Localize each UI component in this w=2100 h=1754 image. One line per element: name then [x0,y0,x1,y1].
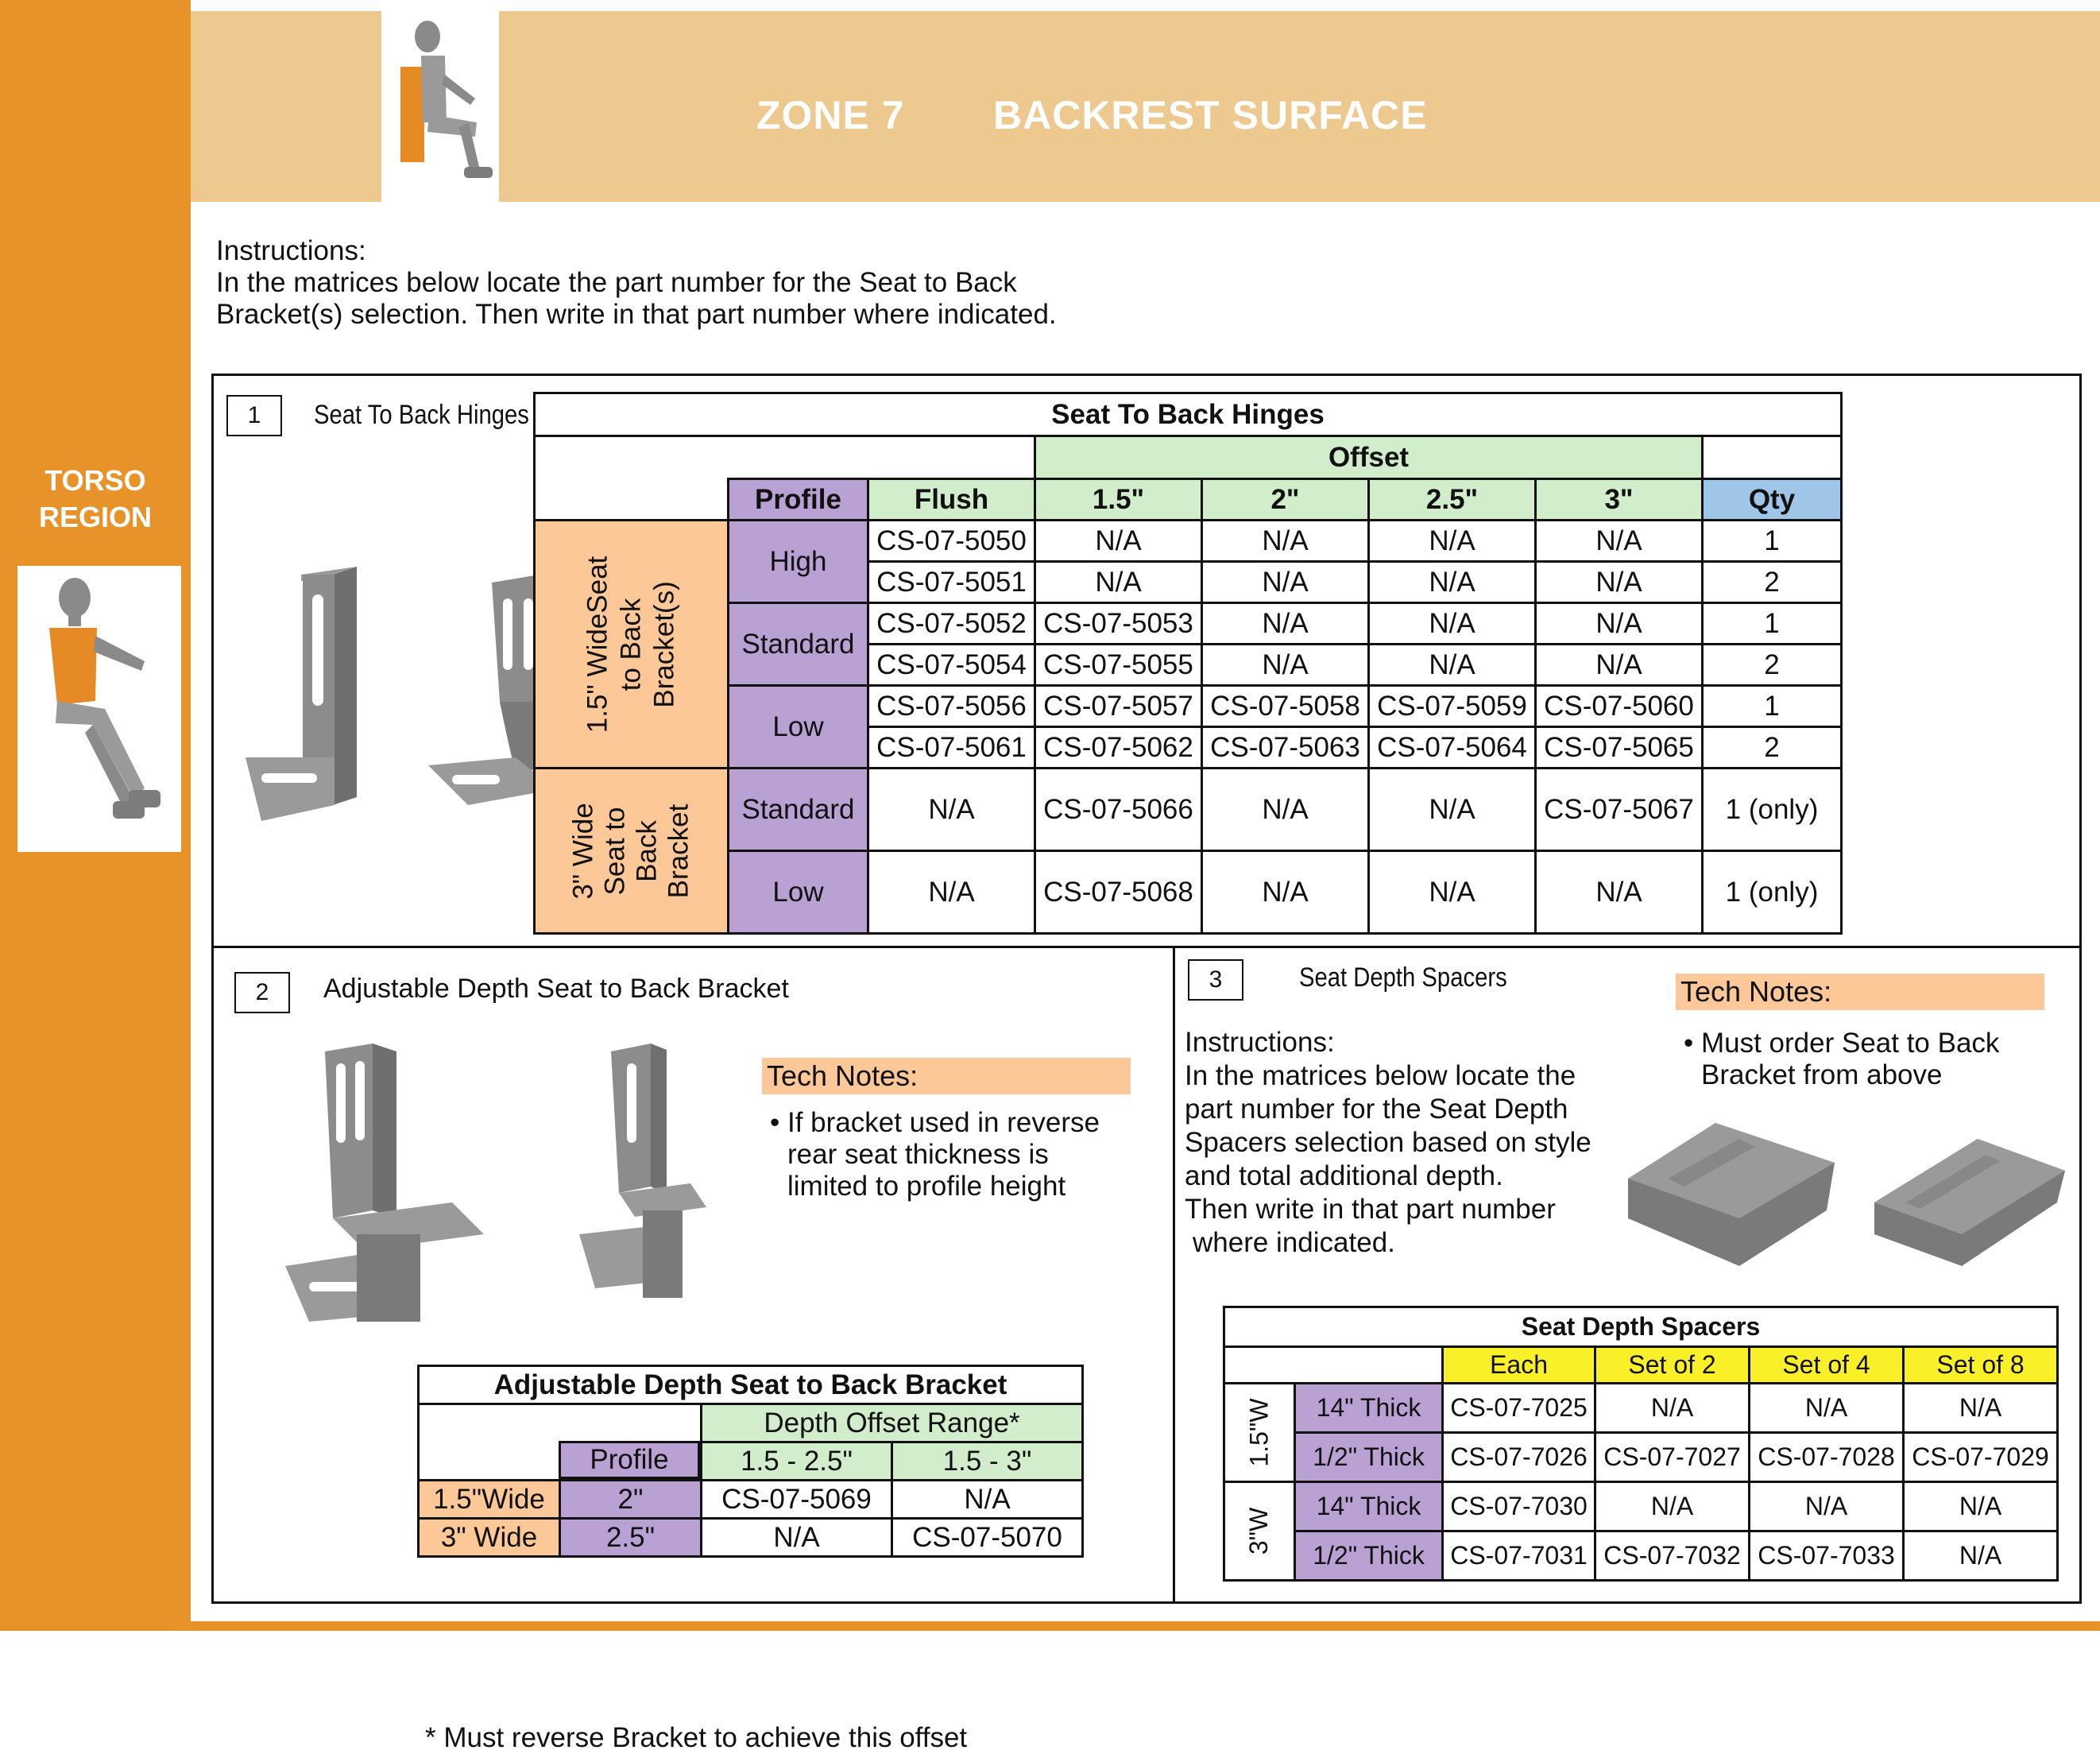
content-area [191,0,2100,1753]
part-cell: CS-07-7025 [1443,1384,1595,1433]
instructions-line: In the matrices below locate the part number for the Seat to Back [216,267,1017,298]
seated-figure-backrest-icon [381,11,499,202]
qty-cell: 2 [1703,562,1842,603]
part-cell: N/A [868,769,1035,851]
profile-low: Low [729,686,868,769]
part-cell: N/A [1369,645,1536,686]
instructions-line: where indicated. [1193,1227,1395,1258]
qty-cell: 2 [1703,645,1842,686]
matrix3-title: Seat Depth Spacers [1224,1307,2058,1347]
thickness-14: 14" Thick [1295,1384,1443,1433]
section3-tech-notes [1684,1028,1999,1091]
part-cell: N/A [1369,521,1536,562]
section3-tech-notes-label: Tech Notes: [1676,974,2044,1010]
part-cell: CS-07-7028 [1750,1433,1904,1482]
section-divider [214,946,2079,948]
qty-cell: 1 [1703,521,1842,562]
tech-note-line: Bracket from above [1701,1059,1943,1090]
part-cell: CS-07-5050 [868,521,1035,562]
width-3: 3" Wide [419,1519,560,1557]
part-cell: N/A [1202,562,1369,603]
spacer-block-image [1620,1115,2081,1274]
col-profile: Profile [729,479,868,521]
group-3-wide: 3" Wide Seat to Back Bracket [535,769,729,934]
region-line1: TORSO [44,464,146,497]
part-cell: N/A [1536,645,1703,686]
part-cell: N/A [892,1481,1083,1519]
instructions-line: and total additional depth. [1185,1160,1503,1191]
part-cell: CS-07-5070 [892,1519,1083,1557]
part-cell: CS-07-5061 [868,727,1035,769]
col-offset-2: 2" [1202,479,1369,521]
part-cell: CS-07-5069 [702,1481,892,1519]
part-cell: N/A [1595,1482,1750,1531]
col-set-of-4: Set of 4 [1750,1347,1904,1384]
qty-cell: 1 (only) [1703,851,1842,934]
section1-title: Seat To Back Hinges [314,400,529,430]
seat-depth-spacers-matrix [1223,1306,2059,1582]
part-cell: N/A [1369,769,1536,851]
instructions-line: part number for the Seat Depth [1185,1094,1568,1125]
depth-offset-range-header: Depth Offset Range* [702,1404,1083,1442]
section2-number: 2 [234,972,290,1013]
part-cell: CS-07-7027 [1595,1433,1750,1482]
part-cell: N/A [1369,603,1536,645]
instructions-line: Bracket(s) selection. Then write in that part number where indicated. [216,299,1057,330]
part-cell: CS-07-5051 [868,562,1035,603]
part-cell: CS-07-5054 [868,645,1035,686]
part-cell: CS-07-5063 [1202,727,1369,769]
section2-tech-notes [770,1107,1100,1202]
part-cell: N/A [1369,851,1536,934]
instructions-line: Then write in that part number [1185,1194,1556,1225]
part-cell: N/A [702,1519,892,1557]
part-cell: N/A [1750,1384,1904,1433]
qty-cell: 1 [1703,686,1842,727]
part-cell: CS-07-7031 [1443,1531,1595,1581]
part-cell: N/A [1369,562,1536,603]
profile-2-5: 2.5" [560,1519,702,1557]
qty-cell: 1 [1703,603,1842,645]
profile-low-wide: Low [729,851,868,934]
tech-note-line: • If bracket used in reverse [770,1107,1100,1138]
instructions-line: Spacers selection based on style [1185,1127,1591,1158]
part-cell: CS-07-7030 [1443,1482,1595,1531]
zone-header [191,11,2100,202]
part-cell: CS-07-5066 [1035,769,1202,851]
selection-frame [211,374,2082,1753]
zone-number: ZONE 7 [756,93,905,137]
part-cell: CS-07-7026 [1443,1433,1595,1482]
instructions-line: Instructions: [1185,1027,1335,1058]
part-cell: CS-07-5065 [1536,727,1703,769]
part-cell: CS-07-5056 [868,686,1035,727]
part-cell: N/A [1536,562,1703,603]
thickness-14: 14" Thick [1295,1482,1443,1531]
part-cell: N/A [1536,521,1703,562]
instructions [216,235,1057,331]
adjustable-depth-matrix [417,1365,1084,1558]
profile-standard: Standard [729,603,868,686]
tech-note-line: rear seat thickness is [787,1139,1049,1170]
matrix1-blank [1703,436,1842,479]
adjustable-bracket-image [277,1028,738,1330]
section2-title: Adjustable Depth Seat to Back Bracket [323,974,789,1004]
matrix1-blank [535,436,1035,479]
part-cell: N/A [1536,851,1703,934]
profile-header: Profile [559,1441,700,1479]
part-cell: CS-07-5062 [1035,727,1202,769]
col-flush: Flush [868,479,1035,521]
part-cell: N/A [1202,521,1369,562]
part-cell: N/A [1202,603,1369,645]
part-cell: CS-07-5057 [1035,686,1202,727]
offset-header: Offset [1035,436,1703,479]
group-3w: 3"W [1224,1482,1295,1581]
part-cell: N/A [1202,851,1369,934]
thickness-half: 1/2" Thick [1295,1531,1443,1581]
section3-instructions [1185,1026,1591,1260]
section3-title: Seat Depth Spacers [1299,962,1507,993]
matrix3-blank [1224,1347,1443,1384]
part-cell: N/A [1035,562,1202,603]
section-divider-vertical [1173,946,1175,1601]
part-cell: CS-07-5052 [868,603,1035,645]
col-qty: Qty [1703,479,1842,521]
qty-cell: 1 (only) [1703,769,1842,851]
col-offset-2-5: 2.5" [1369,479,1536,521]
part-cell: CS-07-7032 [1595,1531,1750,1581]
matrix1-blank [535,479,729,521]
profile-standard-wide: Standard [729,769,868,851]
range-1-5-2-5: 1.5 - 2.5" [702,1442,892,1481]
group-1-5-wide: 1.5" WideSeat to Back Bracket(s) [535,521,729,769]
col-offset-3: 3" [1536,479,1703,521]
part-cell: N/A [1595,1384,1750,1433]
part-cell: CS-07-5060 [1536,686,1703,727]
part-cell: CS-07-5053 [1035,603,1202,645]
col-each: Each [1443,1347,1595,1384]
tech-note-line: limited to profile height [787,1171,1066,1202]
part-cell: CS-07-7029 [1904,1433,2058,1482]
group-1-5w: 1.5"W [1224,1384,1295,1482]
part-cell: N/A [1904,1531,2058,1581]
part-cell: CS-07-7033 [1750,1531,1904,1581]
section3-number: 3 [1188,959,1243,1001]
torso-region-label [0,463,191,536]
instructions-line: In the matrices below locate the [1185,1060,1576,1091]
part-cell: N/A [1904,1384,2058,1433]
section2-tech-notes-label: Tech Notes: [762,1058,1131,1094]
seat-to-back-hinges-matrix [533,392,1843,935]
seated-figure-torso-icon [17,566,181,852]
part-cell: N/A [1202,645,1369,686]
matrix2-title: Adjustable Depth Seat to Back Bracket [419,1366,1083,1404]
profile-2: 2" [560,1481,702,1519]
matrix1-title: Seat To Back Hinges [535,393,1842,436]
section1-number: 1 [226,395,282,436]
part-cell: N/A [1202,769,1369,851]
part-cell: CS-07-5067 [1536,769,1703,851]
part-cell: N/A [1750,1482,1904,1531]
qty-cell: 2 [1703,727,1842,769]
region-line2: REGION [38,501,152,533]
instructions-heading: Instructions: [216,235,366,266]
section2-footnote: * Must reverse Bracket to achieve this offset [425,1722,968,1753]
col-set-of-8: Set of 8 [1904,1347,2058,1384]
tech-note-line: • Must order Seat to Back [1684,1028,2000,1059]
col-set-of-2: Set of 2 [1595,1347,1750,1384]
part-cell: N/A [1035,521,1202,562]
width-1-5: 1.5"Wide [419,1481,560,1519]
col-offset-1-5: 1.5" [1035,479,1202,521]
profile-high: High [729,521,868,603]
part-cell: CS-07-5064 [1369,727,1536,769]
range-1-5-3: 1.5 - 3" [892,1442,1083,1481]
part-cell: N/A [868,851,1035,934]
part-cell: CS-07-5058 [1202,686,1369,727]
part-cell: CS-07-5068 [1035,851,1202,934]
zone-title: BACKREST SURFACE [993,93,1428,137]
part-cell: CS-07-5055 [1035,645,1202,686]
part-cell: N/A [1904,1482,2058,1531]
part-cell: CS-07-5059 [1369,686,1536,727]
thickness-half: 1/2" Thick [1295,1433,1443,1482]
part-cell: N/A [1536,603,1703,645]
